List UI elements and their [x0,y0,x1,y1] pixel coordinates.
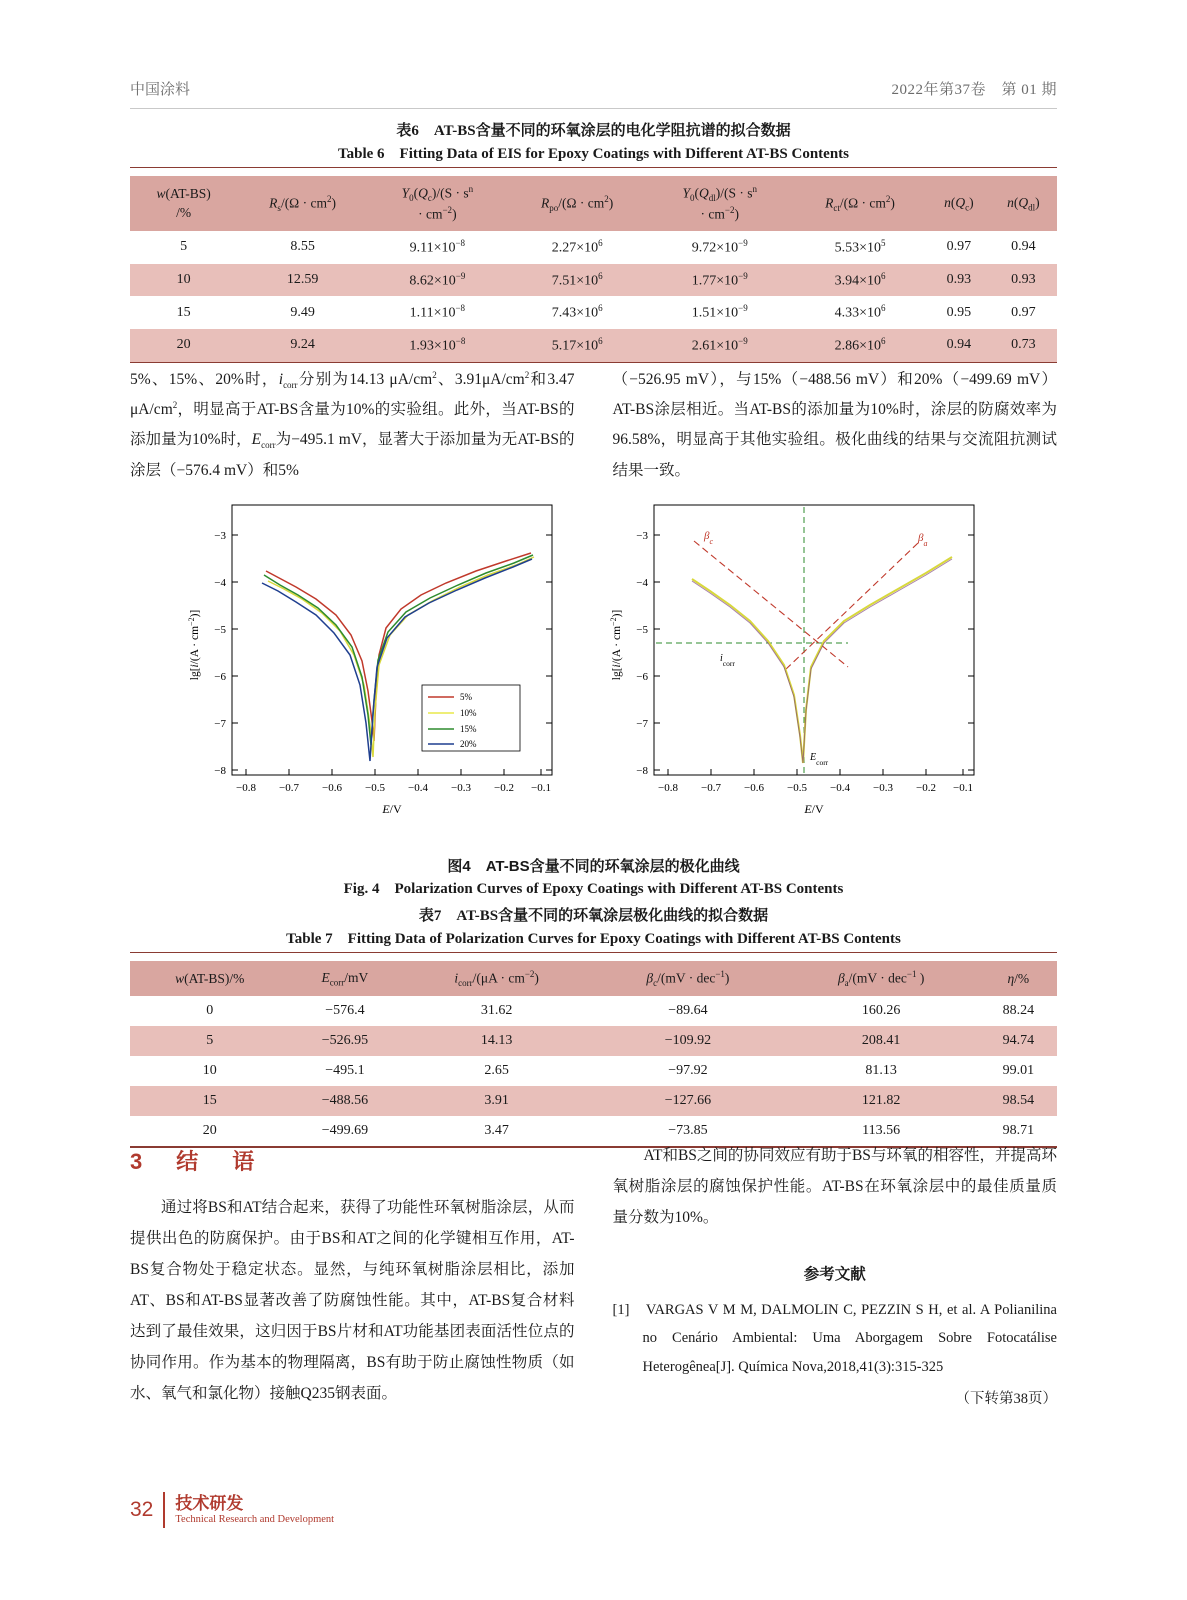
table-cell: 12.59 [286,272,319,288]
figure4-caption-cn: 图4 AT-BS含量不同的环氧涂层的极化曲线 [447,858,740,875]
table7-section [130,905,1057,1148]
conclusion-col-right [613,1140,1058,1413]
table-cell: 15 [176,304,191,320]
table7-top-rule [130,952,1057,954]
table6-caption-en: Table 6 Fitting Data of EIS for Epoxy Coatings with Different AT-BS Contents [337,146,850,163]
table-cell: 0.97 [1011,304,1036,320]
table6-col-y0qc: $Y_0(Q_c)/(S \cdot s^n$ · $cm^{-2}$) [368,176,507,231]
table-cell: $1.93\times 10^{-8}$ [409,336,466,354]
footer-section-cn: 技术研发 [175,1493,244,1513]
svg-text:−0.2: −0.2 [494,782,514,794]
table-cell: 10 [202,1063,217,1079]
table-cell: $9.11\times 10^{-8}$ [409,238,466,256]
table-cell: 8.55 [290,239,315,255]
figure4-caption-en: Fig. 4 Polarization Curves of Epoxy Coatings with Different AT-BS Contents [343,881,844,898]
svg-text:20%: 20% [460,739,477,749]
table-cell: 0.97 [946,239,972,255]
table-cell: 5 [180,239,188,255]
table-cell: $2.86\times 10^6$ [834,336,886,354]
table-cell: 0.94 [1011,239,1036,255]
table6-bottom-rule [130,362,1057,364]
footer-section-label [175,1494,334,1527]
table-cell: −109.92 [664,1033,712,1049]
table6-col-w: w(AT-BS) /% [130,176,237,231]
table-cell: 9.24 [290,337,315,353]
svg-text:−0.3: −0.3 [873,782,893,794]
table-cell: 81.13 [865,1063,897,1079]
svg-text:lg[i/(A · cm−2)]: $\lg[i/(A \cdot cm^{-2})]$ [186,609,201,681]
svg-text:−0.4: −0.4 [830,782,850,794]
figure4-left-panel [176,495,576,830]
table-cell: 31.62 [480,1003,513,1019]
table-cell: $5.17\times 10^6$ [551,336,603,354]
footer-divider [163,1492,165,1528]
body-paragraph-right: （−526.95 mV），与15%（−488.56 mV）和20%（−499.69 mV）AT-BS涂层相近。当AT-BS的添加量为10%时，涂层的防腐效率为96.58%，明显高于其他实验组。极化曲线的结果与交流阻抗测试结果一致。 [612,371,1057,479]
table-cell: 0.93 [946,272,972,288]
svg-text:βc: $\beta_c$ [704,530,714,546]
table-cell: −576.4 [325,1003,365,1019]
table-cell: 208.41 [861,1033,901,1049]
svg-text:E/V: E/V [382,802,402,816]
svg-text:−3: −3 [214,530,226,542]
svg-text:−3: −3 [636,530,648,542]
table-cell: 99.01 [1002,1063,1035,1079]
table-cell: $1.51\times 10^{-9}$ [691,303,748,322]
table6-col-nqdl: $n(Q_{dl})$ [990,176,1057,231]
table-cell: 20 [202,1123,217,1139]
page-number: 32 [130,1498,154,1521]
table-cell: $5.53\times 10^5$ [834,238,886,256]
continued-note: （下转第38页） [955,1390,1057,1407]
table-cell: 3.47 [484,1123,509,1139]
references-title: 参考文献 [803,1266,866,1283]
table-cell: 88.24 [1002,1003,1035,1019]
table-cell: $3.94\times 10^6$ [834,270,886,289]
table-cell: 20 [176,337,191,353]
table-cell: 2.65 [484,1063,509,1079]
table-cell: −89.64 [668,1003,708,1019]
conclusion-section [130,1140,1057,1413]
figure4 [176,495,1057,830]
table-cell: 0.94 [946,337,972,353]
table-row [130,329,1057,362]
figure4-right-panel [598,495,998,830]
polarization-chart-right [598,495,998,825]
svg-text:E/V: E/V [804,802,824,816]
svg-text:15%: 15% [460,724,477,734]
table7-col-w: w(AT-BS)/% [130,961,290,996]
table-cell: 0.95 [946,304,972,320]
table-cell: −526.95 [321,1033,369,1049]
svg-text:−7: −7 [636,718,648,730]
svg-text:−5: −5 [214,624,226,636]
page-footer [130,1492,334,1528]
svg-text:−0.8: −0.8 [236,782,256,794]
svg-text:−6: −6 [636,671,648,683]
table-cell: −495.1 [325,1063,365,1079]
table-cell: 160.26 [861,1003,901,1019]
table-cell: 5 [206,1033,214,1049]
table7-col-icorr: $i_{corr}/(\mu A \cdot cm^{-2})$ [400,961,593,996]
table-row [130,1026,1057,1056]
table-cell: 98.71 [1002,1123,1035,1139]
svg-text:−0.4: −0.4 [408,782,428,794]
svg-text:−5: −5 [636,624,648,636]
svg-text:−0.3: −0.3 [451,782,471,794]
table-cell: −97.92 [668,1063,708,1079]
svg-text:−8: −8 [214,765,226,777]
table6-col-rct: $R_{ct}/(\Omega \cdot cm^2)$ [792,176,928,231]
table-cell: 98.54 [1002,1093,1035,1109]
table-cell: $8.62\times 10^{-9}$ [409,270,466,289]
header-divider [130,108,1057,109]
table6-col-rs: $R_s/(\Omega \cdot cm^2)$ [237,176,367,231]
table-cell: $4.33\times 10^6$ [834,303,886,322]
table-cell: 15 [202,1093,217,1109]
section-title: 3 结 语 [130,1149,261,1174]
svg-text:−4: −4 [636,577,648,589]
table-row [130,996,1057,1026]
svg-text:lg[i/(A · cm−2)]: $\lg[i/(A \cdot cm^{-2})]$ [608,609,623,681]
table-cell: −73.85 [668,1123,708,1139]
table6-col-y0qdl: $Y_0(Q_{dl})/(S \cdot s^n$ · $cm^{-2}$) [647,176,792,231]
conclusion-paragraph-right: AT和BS之间的协同效应有助于BS与环氧的相容性，并提高环氧树脂涂层的腐蚀保护性能。AT-BS在环氧涂层中的最佳质量质量分数为10%。 [612,1147,1057,1226]
table-row [130,1056,1057,1086]
table-cell: −499.69 [321,1123,369,1139]
table-cell: 14.13 [480,1033,513,1049]
svg-text:−0.1: −0.1 [531,782,551,794]
table7-col-betaa: $\beta_a/(mV \cdot dec^{-1}$ ) [783,961,980,996]
svg-text:−0.8: −0.8 [658,782,678,794]
table6-caption-cn: 表6 AT-BS含量不同的环氧涂层的电化学阻抗谱的拟合数据 [396,123,791,139]
svg-text:−0.5: −0.5 [787,782,807,794]
svg-text:Ecorr: $E_{corr}$ [810,752,829,767]
figure4-caption [130,855,1057,902]
table-cell: $7.43\times 10^6$ [551,303,603,322]
table-row [130,231,1057,264]
table6-section [130,120,1057,363]
table7 [130,961,1057,1146]
table-cell: $7.51\times 10^6$ [551,270,603,289]
svg-text:βa: $\beta_a$ [918,532,928,548]
svg-text:icorr: $i_{corr}$ [720,653,735,668]
table-cell: 3.91 [484,1093,509,1109]
table-cell: $2.27\times 10^6$ [551,238,603,256]
table-cell: −488.56 [321,1093,369,1109]
table6-top-rule [130,167,1057,169]
conclusion-paragraph-left: 通过将BS和AT结合起来，获得了功能性环氧树脂涂层，从而提供出色的防腐保护。由于BS和AT之间的化学键相互作用，AT-BS复合物处于稳定状态。显然，与纯环氧树脂涂层相比，添加AT、BS和AT-BS显著改善了防腐蚀性能。其中，AT-BS复合材料达到了最佳效果，这归因于BS片材和AT功能基团表面活性位点的协同作用。作为基本的物理隔离，BS有助于防止腐蚀性物质（如水、氧气和氯化物）接触Q235钢表面。 [130,1199,575,1402]
svg-text:5%: 5% [460,692,472,702]
table7-caption-en: Table 7 Fitting Data of Polarization Curves for Epoxy Coatings with Different AT-BS Contents [286,931,901,948]
table-row [130,264,1057,297]
table-cell: 0.93 [1011,272,1036,288]
table7-col-eta: η/% [980,961,1057,996]
svg-text:−0.7: −0.7 [701,782,721,794]
table-cell: $1.77\times 10^{-9}$ [691,270,748,289]
table7-col-betac: $\beta_c/(mV \cdot dec^{-1})$ [593,961,783,996]
table-cell: 10 [176,272,191,288]
svg-text:−0.6: −0.6 [744,782,764,794]
table-cell: $2.61\times 10^{-9}$ [691,336,748,354]
svg-text:−4: −4 [214,577,226,589]
polarization-chart-left [176,495,576,825]
svg-text:−8: −8 [636,765,648,777]
table-row [130,296,1057,329]
table-cell: $1.11\times 10^{-8}$ [409,303,466,322]
svg-text:−6: −6 [214,671,226,683]
table7-header-row [130,961,1057,996]
svg-text:10%: 10% [460,708,477,718]
table6-header-row [130,176,1057,231]
footer-section-en: Technical Research and Development [175,1513,335,1525]
header-journal-name: 中国涂料 [130,82,191,98]
table-cell: 121.82 [861,1093,901,1109]
svg-text:−7: −7 [214,718,226,730]
body-col-left [130,365,575,486]
table-cell: 0 [206,1003,214,1019]
body-col-right [613,365,1058,486]
svg-text:−0.5: −0.5 [365,782,385,794]
table6-col-rpo: $R_{po}/(\Omega \cdot cm^2)$ [507,176,648,231]
table-cell: 9.49 [290,304,315,320]
table7-caption-cn: 表7 AT-BS含量不同的环氧涂层极化曲线的拟合数据 [418,908,769,924]
table6-col-nqc: $n(Q_c)$ [928,176,990,231]
page-header [130,78,1057,99]
table-cell: 94.74 [1002,1033,1035,1049]
body-paragraph-left: 5%、15%、20%时，$i_{corr}$分别为14.13 $\mu A/cm^2$、$3.91\mu A/cm^2$和3.47 $\mu A/cm^2$，明显高于AT-BS含量为10%的实验组。此外，当AT-BS的添加量为10%时，$E_{corr}$为−495.1 mV，显著大于添加量为无AT-BS的涂层（−576.4 mV）和5% [130,369,575,479]
table-cell: −127.66 [664,1093,712,1109]
reference-item: [1] VARGAS V M M, DALMOLIN C, PEZZIN S H, et al. A Polianilina no Cenário Ambiental: Uma Aborgagem Sobre Fotocatálise Heterogênea[J]. Química Nova,2018,41(3):315-325 [612,1302,1057,1375]
table-cell: $9.72\times 10^{-9}$ [691,238,748,256]
table7-col-ecorr: $E_{corr}/mV$ [290,961,401,996]
svg-text:−0.1: −0.1 [953,782,973,794]
table-cell: 113.56 [862,1123,901,1139]
svg-text:−0.2: −0.2 [916,782,936,794]
svg-text:−0.6: −0.6 [322,782,342,794]
body-text [130,365,1057,486]
table6 [130,176,1057,362]
svg-text:−0.7: −0.7 [279,782,299,794]
conclusion-col-left [130,1140,575,1413]
table-cell: 0.73 [1011,337,1036,353]
header-issue-info: 2022年第37卷 第 01 期 [891,82,1057,98]
table-row [130,1086,1057,1116]
